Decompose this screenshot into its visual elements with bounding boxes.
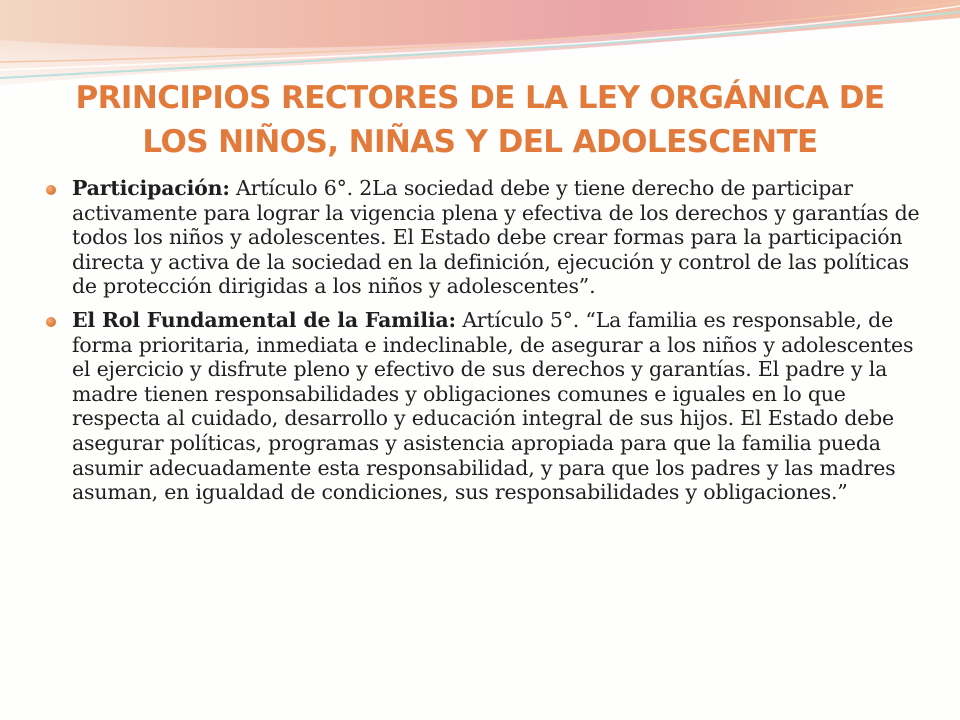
bullet-dot-icon [46,317,56,327]
bullet-list [46,176,926,505]
bullet-dot-icon [46,185,56,195]
page-title: PRINCIPIOS RECTORES DE LA LEY ORGÁNICA DE LOS NIÑOS, NIÑAS Y DEL ADOLESCENTE [75,80,885,160]
bullet-text: Artículo 6°. 2La sociedad debe y tiene derecho de participar activamente para lograr la vigencia plena y efectiva de los derechos y garantías de todos los niños y adolescentes. El Estado debe crear formas para la participación directa y activa de la sociedad en la definición, ejecución y control de las políticas de protección dirigidas a los niños y adolescentes”. [72,176,920,299]
bullet-text: Artículo 5°. “La familia es responsable, de forma prioritaria, inmediata e indeclinable, de asegurar a los niños y adolescentes el ejercicio y disfrute pleno y efectivo de sus derechos y garantías. El padre y la madre tienen responsabilidades y obligaciones comunes e iguales en lo que respecta al cuidado, desarrollo y educación integral de sus hijos. El Estado debe asegurar políticas, programas y asistencia apropiada para que la familia pueda asumir adecuadamente esta responsabilidad, y para que los padres y las madres asuman, en igualdad de condiciones, sus responsabilidades y obligaciones.” [72,307,914,505]
list-item [46,308,926,505]
bullet-term: El Rol Fundamental de la Familia: [72,307,456,332]
bullet-term: Participación: [72,176,230,200]
list-item [46,176,926,299]
